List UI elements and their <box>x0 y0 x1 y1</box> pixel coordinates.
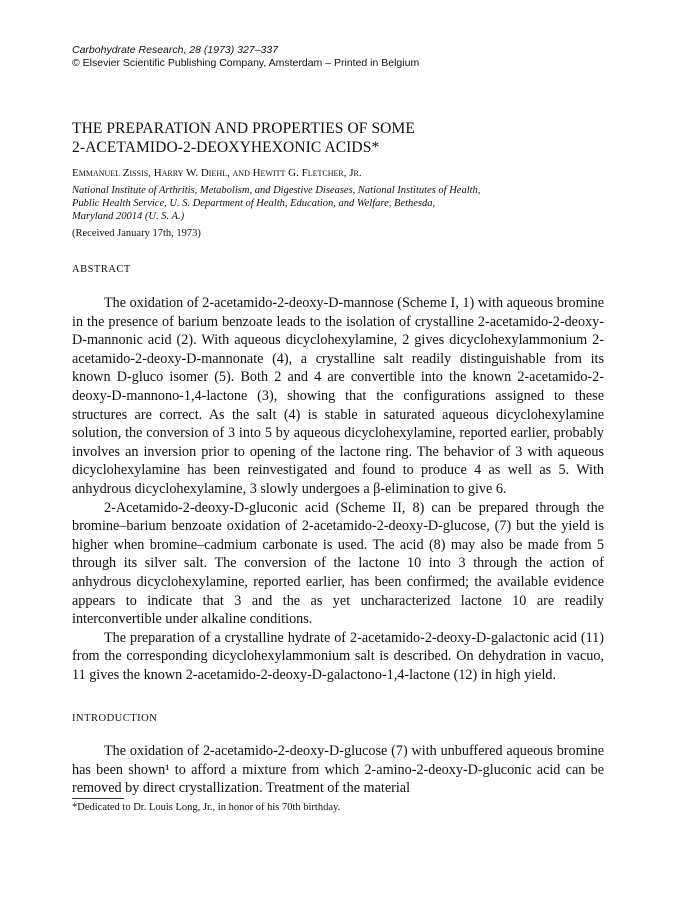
article-title <box>72 119 632 157</box>
title-line-1: THE PREPARATION AND PROPERTIES OF SOME <box>72 120 415 137</box>
footnote-rule <box>72 798 124 799</box>
affiliation-line-1: National Institute of Arthritis, Metabolism, and Digestive Diseases, National Institutes of Health, <box>72 185 481 196</box>
journal-citation <box>72 44 632 70</box>
introduction-paragraph: The oxidation of 2-acetamido-2-deoxy-D-glucose (7) with unbuffered aqueous bromine has been shown¹ to afford a mixture from which 2-amino-2-deoxy-D-gluconic acid can be removed by direct crystallization. Treatment of the material <box>72 743 604 797</box>
title-line-2: 2-ACETAMIDO-2-DEOXYHEXONIC ACIDS* <box>72 139 380 156</box>
abstract-paragraph: 2-Acetamido-2-deoxy-D-gluconic acid (Scheme II, 8) can be prepared through the bromine–barium benzoate oxidation of 2-acetamido-2-deoxy-D-glucose, (7) but the yield is higher when bromine–cadmium carbonate is used. The acid (8) may also be made from 5 through its silver salt. The conversion of the lactone 10 into 3 through the action of anhydrous dicyclohexylamine, reported earlier, has been confirmed; the available evidence appears to indicate that 3 and the as yet uncharacterized lactone 10 are readily interconvertible under alkaline conditions. <box>72 499 604 628</box>
footnote: *Dedicated to Dr. Louis Long, Jr., in honor of his 70th birthday. <box>72 802 341 813</box>
received-date: (Received January 17th, 1973) <box>72 228 201 239</box>
abstract-paragraph: The oxidation of 2-acetamido-2-deoxy-D-mannose (Scheme I, 1) with aqueous bromine in the presence of barium benzoate leads to the isolation of crystalline 2-acetamido-2-deoxy-D-mannonic acid (2). With aqueous dicyclohexylamine, 2 gives dicyclohexylammonium 2-acetamido-2-deoxy-D-mannonate (4), a crystalline salt readily distinguishable from its known D-gluco isomer (5). Both 2 and 4 are convertible into the known 2-acetamido-2-deoxy-D-mannono-1,4-lactone (3), showing that the configurations assigned to these structures are correct. As the salt (4) is stable in saturated aqueous dicyclohexylamine solution, the conversion of 3 into 5 by aqueous dicyclohexylamine, reported earlier, probably involves an inversion prior to opening of the lactone ring. The behavior of 3 with aqueous dicyclohexylamine has been reinvestigated and found to produce 4 as well as 5. With anhydrous dicyclohexylamine, 3 slowly undergoes a β-elimination to give 6. <box>72 295 604 497</box>
introduction-heading: INTRODUCTION <box>72 713 158 724</box>
abstract-paragraph: The preparation of a crystalline hydrate of 2-acetamido-2-deoxy-D-galactonic acid (11) from the corresponding dicyclohexylammonium salt is described. On dehydration in vacuo, 11 gives the known 2-acetamido-2-deoxy-D-galactono-1,4-lactone (12) in high yield. <box>72 629 604 683</box>
affiliation-line-2: Public Health Service, U. S. Department of Health, Education, and Welfare, Bethesda, <box>72 198 436 209</box>
journal-reference: Carbohydrate Research, 28 (1973) 327–337 <box>72 44 279 56</box>
affiliation-line-3: Maryland 20014 (U. S. A.) <box>72 211 185 222</box>
affiliation <box>72 184 647 223</box>
abstract-heading: ABSTRACT <box>72 264 131 275</box>
abstract-body <box>72 294 604 684</box>
author-list: Emmanuel Zissis, Harry W. Diehl, and Hewitt G. Fletcher, Jr. <box>72 167 362 179</box>
introduction-body <box>72 742 604 798</box>
publisher-line: © Elsevier Scientific Publishing Company, Amsterdam – Printed in Belgium <box>72 57 420 69</box>
